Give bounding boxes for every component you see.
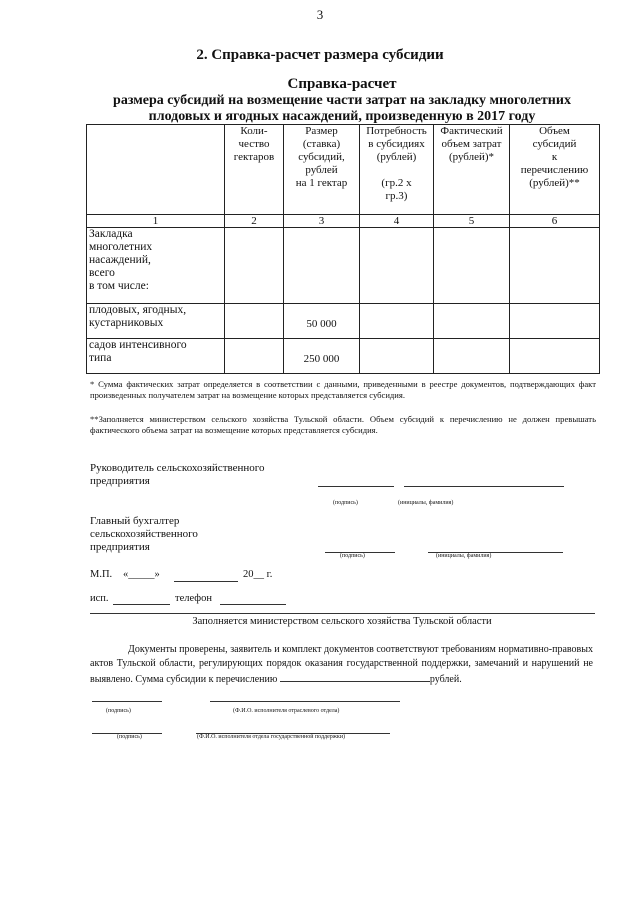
column-number: 6 (510, 215, 600, 228)
table-cell (434, 304, 510, 339)
table-cell (225, 339, 284, 374)
table-cell: 250 000 (284, 339, 360, 374)
document-title: Справка-расчет (287, 76, 397, 92)
column-number: 5 (434, 215, 510, 228)
header-actual-costs: Фактический объем затрат (рублей)* (440, 125, 503, 163)
table-row (87, 339, 600, 374)
table-cell (434, 228, 510, 304)
table-cell (510, 304, 600, 339)
header-transfer-volume: Объем субсидий к перечислению (рублей)** (520, 125, 589, 189)
table-cell (360, 228, 434, 304)
head-initials-line[interactable] (404, 486, 564, 487)
column-number: 2 (225, 215, 284, 228)
head-podpis-caption: (подпись) (333, 500, 358, 506)
otraslevoy-podpis-caption: (подпись) (106, 708, 131, 714)
table-cell (360, 339, 434, 374)
gospodderzhka-fio-caption: (Ф.И.О. исполнителя отдела государственной поддержки) (197, 734, 346, 740)
accountant-label: Главный бухгалтер сельскохозяйственного предприятия (90, 515, 198, 553)
table-numbers-row (87, 215, 600, 228)
table-cell (225, 228, 284, 304)
otraslevoy-name-line[interactable] (210, 701, 400, 702)
telefon-label: телефон (175, 593, 212, 604)
section-title: 2. Справка-расчет размера субсидии (196, 47, 444, 63)
header-hectares: Коли- чество гектаров (233, 125, 275, 163)
section-divider (90, 613, 595, 614)
footnote-actual-costs: * Сумма фактических затрат определяется в соответствии с данными, приведенными в реестре документов, подтверждающих факт произведенных получателем затрат на возмещение которых представляется субсидия. (90, 379, 596, 400)
header-rate: Размер (ставка) субсидий, рублей на 1 гектар (295, 125, 348, 189)
ministry-verification-text: Документы проверены, заявитель и комплект документов соответствуют требованиям нормативно-правовых актов Тульской области, регулирующих порядок оказания государственной поддержки, замечаний и нарушений не выявлено. Сумма субсидии к перечислению рублей. (90, 644, 593, 685)
header-cell (434, 125, 510, 215)
table-cell (225, 304, 284, 339)
header-cell (284, 125, 360, 215)
table-row (87, 228, 600, 304)
row-label: плодовых, ягодных, кустарниковых (87, 304, 225, 339)
header-cell (87, 125, 225, 215)
table-cell (434, 339, 510, 374)
isp-label: исп. (90, 593, 109, 604)
page-number: 3 (316, 7, 324, 22)
document-subtitle-line2: плодовых и ягодных насаждений, произведенную в 2017 году (148, 109, 536, 124)
row-label: Закладка многолетних насаждений, всего в том числе: (87, 228, 225, 304)
otraslevoy-fio-caption: (Ф.И.О. исполнителя отраслевого отдела) (233, 708, 340, 714)
gospodderzhka-podpis-caption: (подпись) (117, 734, 142, 740)
header-cell (360, 125, 434, 215)
header-cell (225, 125, 284, 215)
mp-date-field[interactable]: «_____» (123, 569, 160, 580)
header-cell (510, 125, 600, 215)
mp-month-line[interactable] (174, 581, 238, 582)
column-number: 4 (360, 215, 434, 228)
column-number: 3 (284, 215, 360, 228)
document-subtitle-line1: размера субсидий на возмещение части затрат на закладку многолетних (113, 93, 571, 108)
column-number: 1 (87, 215, 225, 228)
accountant-podpis-caption: (подпись) (340, 553, 365, 559)
otraslevoy-signature-line[interactable] (92, 701, 162, 702)
mp-year: 20__ г. (243, 569, 273, 580)
table-cell (510, 228, 600, 304)
footnote-ministry: **Заполняется министерством сельского хозяйства Тульской области. Объем субсидий к перечислению не должен превышать фактического объема затрат на возмещение которых представляется субсидия. (90, 414, 596, 435)
ministry-heading: Заполняется министерством сельского хозяйства Тульской области (192, 616, 492, 627)
telefon-field[interactable] (220, 604, 286, 605)
mp-label: М.П. (90, 569, 113, 580)
isp-field[interactable] (113, 604, 170, 605)
head-initials-caption: (инициалы, фамилия) (398, 500, 454, 506)
subsidy-table (86, 124, 600, 374)
table-row (87, 304, 600, 339)
head-label: Руководитель сельскохозяйственного предприятия (90, 462, 265, 487)
table-cell (284, 228, 360, 304)
head-signature-line[interactable] (318, 486, 394, 487)
table-cell (510, 339, 600, 374)
accountant-initials-caption: (инициалы, фамилия) (436, 553, 492, 559)
table-header-row (87, 125, 600, 215)
header-need: Потребность в субсидиях (рублей) (гр.2 х гр.3) (366, 125, 427, 202)
subsidy-amount-field[interactable] (280, 671, 430, 682)
table-cell (360, 304, 434, 339)
row-label: садов интенсивного типа (87, 339, 225, 374)
table-cell: 50 000 (284, 304, 360, 339)
